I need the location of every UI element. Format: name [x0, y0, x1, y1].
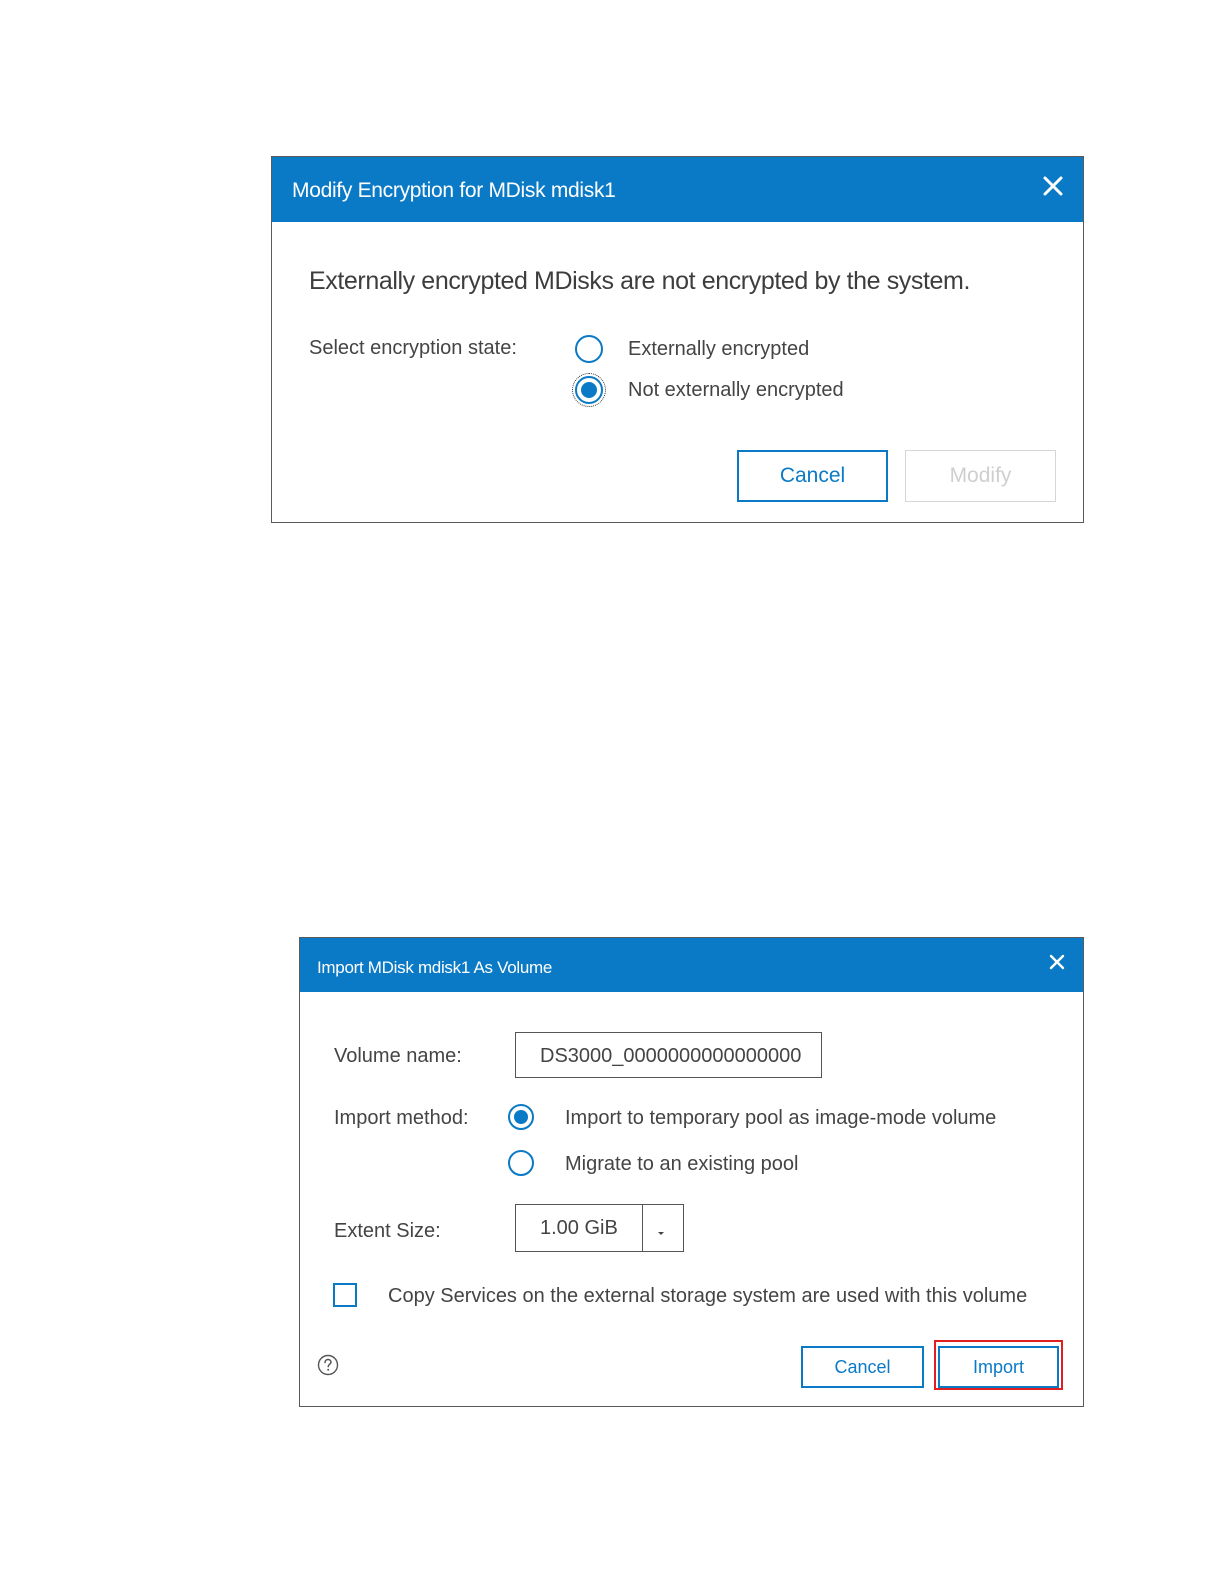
volume-name-input[interactable]: [515, 1032, 822, 1078]
copy-services-checkbox[interactable]: [333, 1283, 357, 1307]
dialog-title: Import MDisk mdisk1 As Volume: [317, 958, 553, 977]
caret-down-icon[interactable]: [656, 1224, 666, 1242]
radio-migrate-existing-pool[interactable]: [508, 1150, 534, 1176]
import-method-label: Import method:: [334, 1107, 469, 1129]
extent-size-value: 1.00 GiB: [540, 1217, 618, 1239]
encryption-state-label: Select encryption state:: [309, 337, 517, 359]
close-icon[interactable]: [1048, 953, 1066, 971]
dialog-title: Modify Encryption for MDisk mdisk1: [292, 179, 616, 202]
dialog-titlebar: [272, 157, 1083, 222]
cancel-button[interactable]: Cancel: [801, 1346, 924, 1388]
volume-name-value: DS3000_0000000000000000: [540, 1045, 802, 1067]
extent-size-label: Extent Size:: [334, 1220, 441, 1242]
radio-import-temporary-pool[interactable]: [508, 1104, 534, 1130]
radio-label-not-externally-encrypted[interactable]: Not externally encrypted: [628, 379, 844, 401]
extent-size-select[interactable]: [515, 1204, 684, 1252]
copy-services-label[interactable]: Copy Services on the external storage system are used with this volume: [388, 1285, 1028, 1307]
radio-not-externally-encrypted[interactable]: [575, 376, 603, 404]
radio-label-externally-encrypted[interactable]: Externally encrypted: [628, 338, 810, 360]
modify-encryption-dialog: [271, 156, 1084, 523]
radio-label-migrate-existing-pool[interactable]: Migrate to an existing pool: [565, 1153, 799, 1175]
modify-button[interactable]: Modify: [905, 450, 1056, 502]
import-button[interactable]: Import: [938, 1346, 1059, 1388]
radio-label-import-temporary-pool[interactable]: Import to temporary pool as image-mode volume: [565, 1107, 997, 1129]
dialog-titlebar: [300, 938, 1083, 992]
cancel-button[interactable]: Cancel: [737, 450, 888, 502]
help-icon[interactable]: [317, 1354, 339, 1381]
dialog-message: Externally encrypted MDisks are not encrypted by the system.: [309, 267, 971, 295]
radio-externally-encrypted[interactable]: [575, 335, 603, 363]
select-divider: [642, 1205, 643, 1251]
volume-name-label: Volume name:: [334, 1045, 462, 1067]
import-mdisk-dialog: [299, 937, 1084, 1407]
close-icon[interactable]: [1042, 175, 1064, 197]
